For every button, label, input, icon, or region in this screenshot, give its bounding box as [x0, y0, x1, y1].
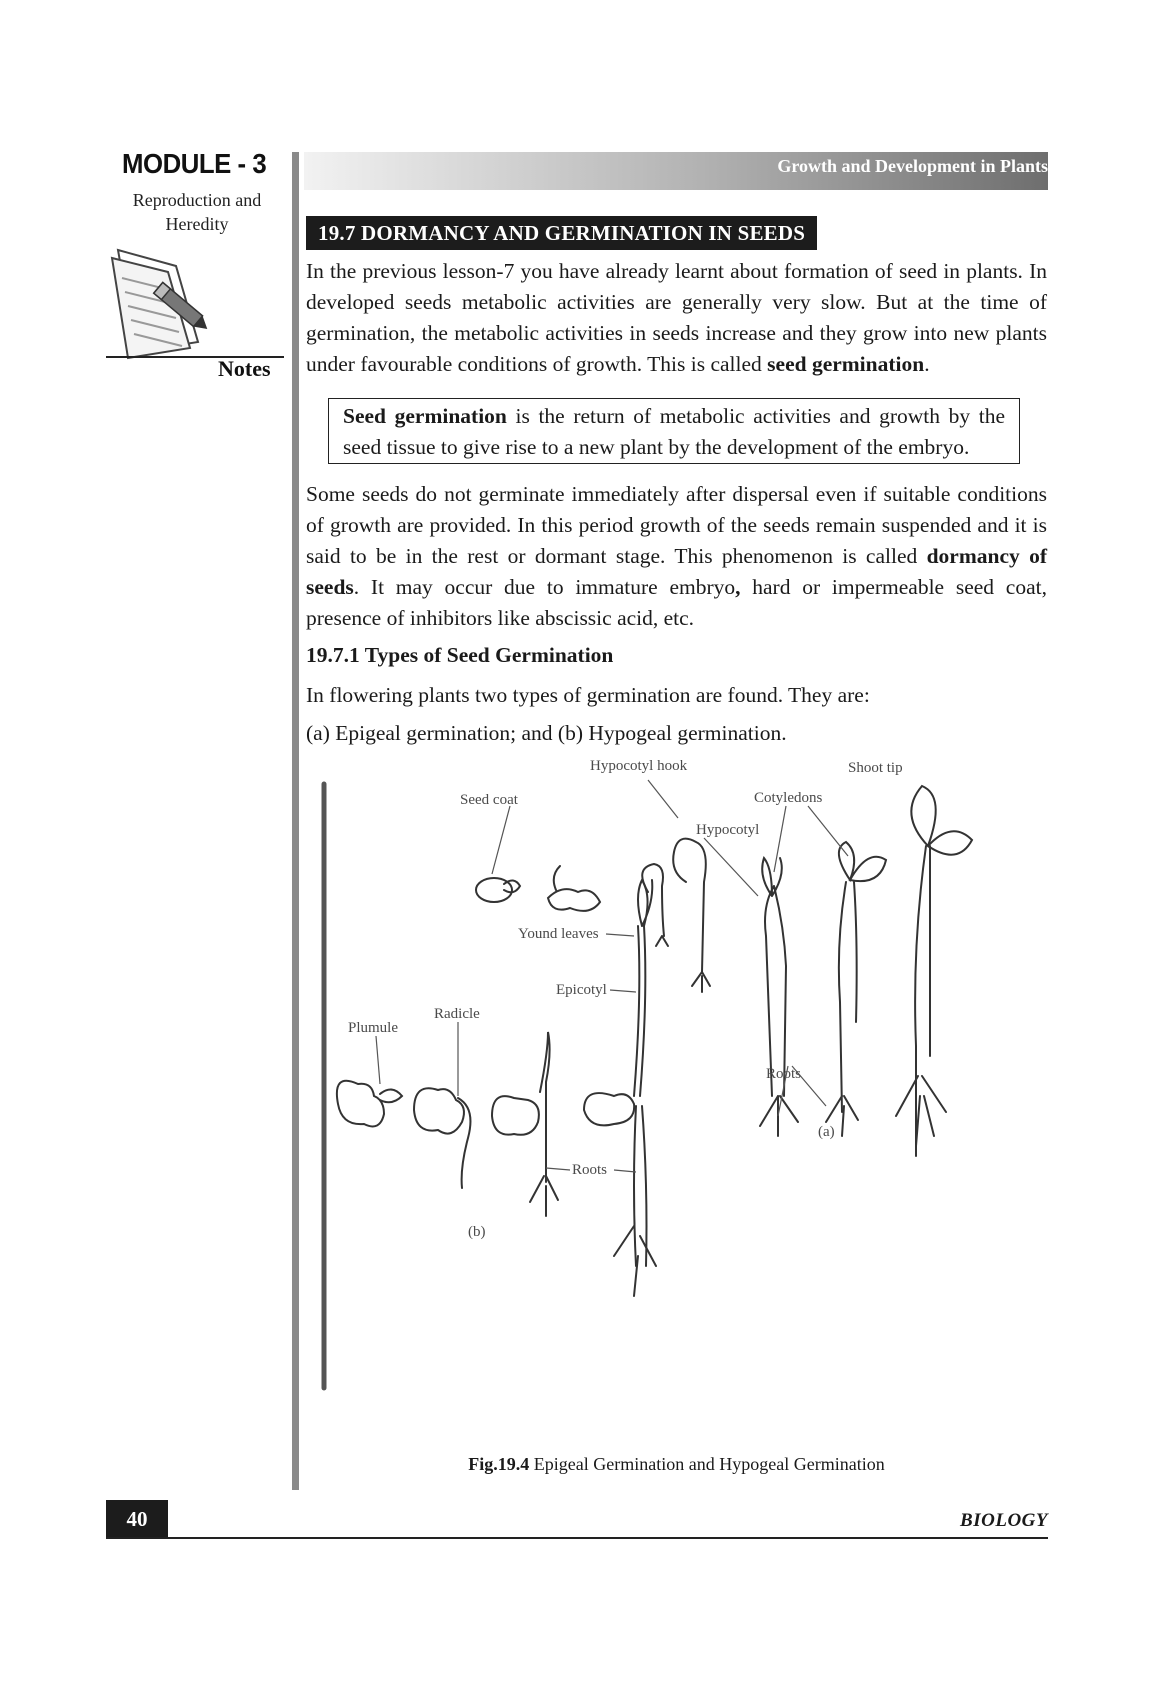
term-dormancy: dormancy of seeds	[306, 544, 1047, 599]
figure-number: Fig.19.4	[468, 1454, 530, 1474]
label-plumule: Plumule	[348, 1020, 399, 1036]
label-roots-b: Roots	[572, 1162, 608, 1178]
label-radicle: Radicle	[434, 1006, 480, 1022]
figure-caption: Fig.19.4 Epigeal Germination and Hypogeal Germination	[468, 1454, 885, 1474]
term-seed-germination: seed germination	[767, 352, 925, 376]
label-hypocotyl-hook: Hypocotyl hook	[590, 758, 688, 774]
definition-box: Seed germination is the return of metabolic activities and growth by the seed tissue to give rise to a new plant by the development of the embryo.	[328, 398, 1020, 464]
paragraph-intro: In the previous lesson-7 you have already learnt about formation of seed in plants. In developed seeds metabolic activities are generally very slow. But at the time of germination, the metabolic activities in seeds increase and they grow into new plants under favourable conditions of growth. This is called seed germination.	[306, 259, 1047, 376]
footer-subject: BIOLOGY	[960, 1510, 1048, 1531]
footer-rule	[106, 1537, 1048, 1539]
label-panel-b: (b)	[468, 1224, 486, 1240]
label-epicotyl: Epicotyl	[556, 982, 607, 998]
label-shoot-tip: Shoot tip	[848, 760, 903, 776]
definition-term: Seed germination	[343, 404, 507, 428]
page-number: 40	[106, 1500, 168, 1538]
chapter-title: Growth and Development in Plants	[777, 156, 1048, 176]
paragraph-dormancy: Some seeds do not germinate immediately after dispersal even if suitable conditions of growth are provided. In this period growth of the seeds remain suspended and it is said to be in the rest or dormant stage. This phenomenon is called dormancy of seeds. It may occur due to immature embryo, hard or impermeable seed coat, presence of inhibitors like abscissic acid, etc.	[306, 482, 1047, 630]
label-seed-coat: Seed coat	[460, 792, 518, 808]
label-young-leaves: Yound leaves	[518, 926, 599, 942]
module-subtitle: Reproduction and Heredity	[132, 190, 262, 234]
margin-divider	[292, 152, 299, 1490]
module-title: MODULE - 3	[122, 148, 267, 179]
notes-pencil-icon	[106, 244, 214, 362]
types-list: (a) Epigeal germination; and (b) Hypogeal germination.	[306, 721, 787, 745]
subsection-heading: 19.7.1 Types of Seed Germination	[306, 643, 614, 667]
label-roots-a: Roots	[766, 1066, 802, 1082]
label-cotyledons: Cotyledons	[754, 790, 823, 806]
section-heading: 19.7 DORMANCY AND GERMINATION IN SEEDS	[306, 216, 817, 250]
germination-figure	[318, 758, 1048, 1400]
label-panel-a: (a)	[818, 1124, 835, 1140]
types-intro: In flowering plants two types of germination are found. They are:	[306, 683, 870, 707]
label-hypocotyl: Hypocotyl	[696, 822, 760, 838]
notes-label: Notes	[218, 356, 271, 381]
